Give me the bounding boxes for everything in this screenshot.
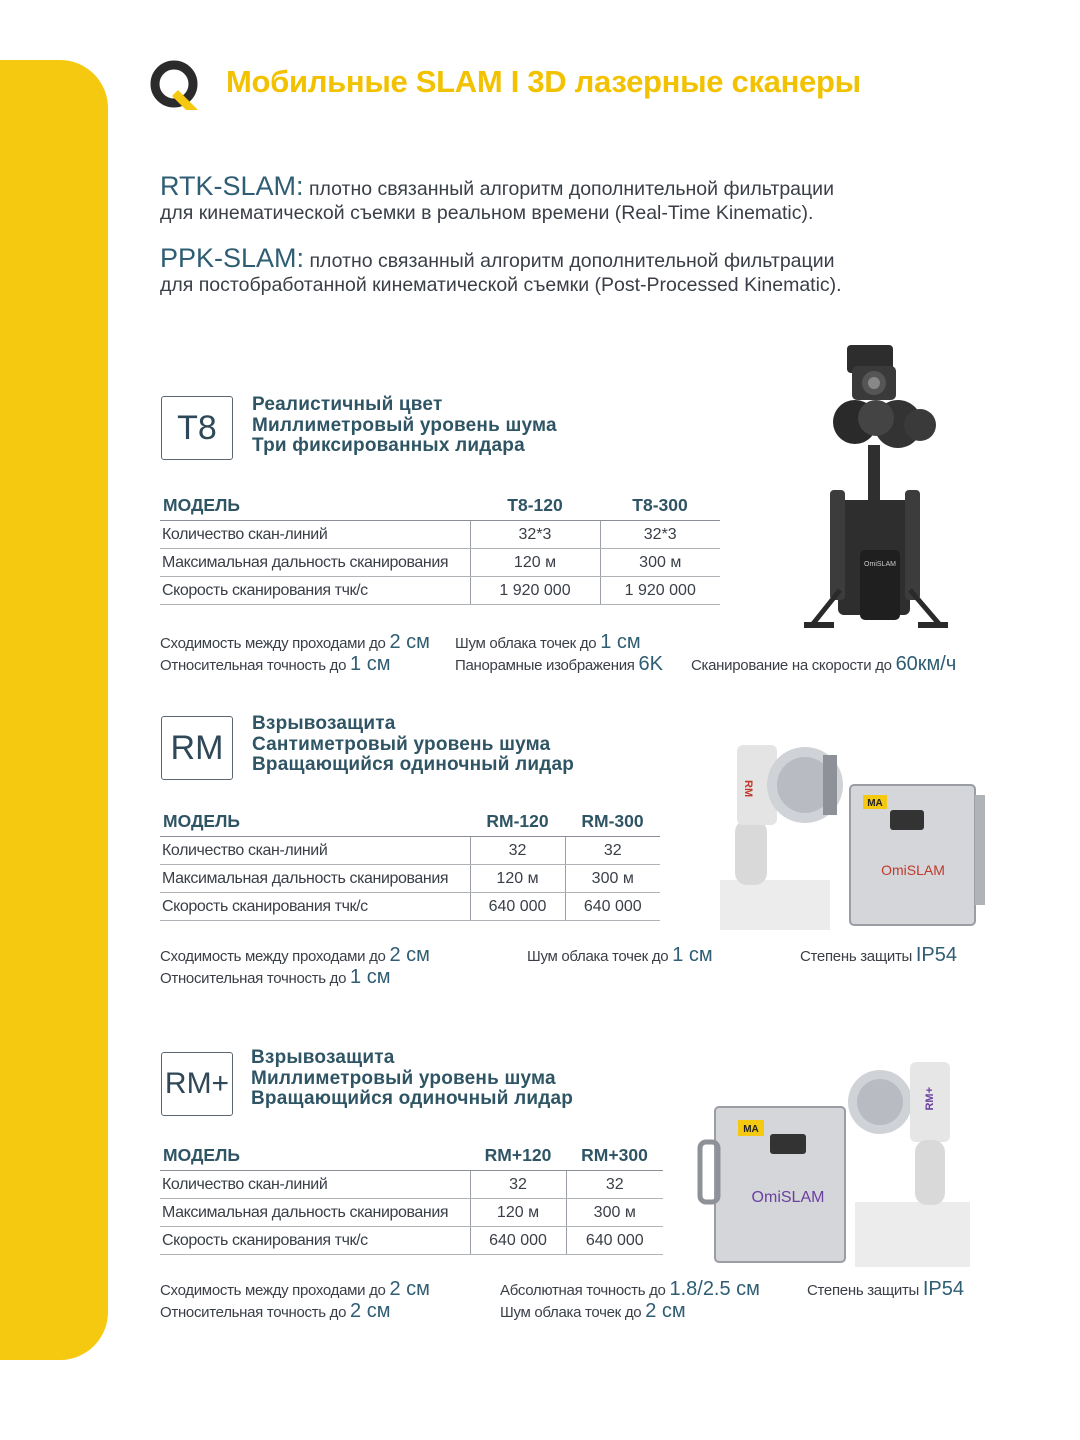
- table-cell: 32: [566, 1171, 663, 1199]
- features-rm-plus: [251, 1048, 573, 1110]
- note-label: Сканирование на скорости до: [691, 657, 896, 674]
- table-header-row: [160, 1140, 663, 1171]
- table-row: [160, 837, 660, 865]
- note-label: Шум облака точек до: [500, 1304, 646, 1321]
- note-absolute-accuracy: [500, 1278, 760, 1301]
- note-noise: [527, 944, 713, 967]
- feature-item: Миллиметровый уровень шума: [251, 1067, 556, 1089]
- note-convergence: [160, 631, 430, 654]
- note-label: Относительная точность до: [160, 970, 351, 987]
- table-cell: Максимальная дальность сканирования: [160, 1199, 470, 1227]
- note-label: Степень защиты: [800, 948, 916, 965]
- brand-label: OmiSLAM: [881, 862, 945, 878]
- note-label: Сходимость между проходами до: [160, 635, 390, 652]
- feature-item: Реалистичный цвет: [252, 394, 443, 415]
- note-value: 2 см: [350, 1300, 391, 1322]
- model-badge-rm: RM: [161, 716, 233, 780]
- note-relative-accuracy: [160, 653, 390, 676]
- table-cell: Максимальная дальность сканирования: [160, 549, 470, 577]
- note-label: Абсолютная точность до: [500, 1282, 670, 1299]
- note-relative-accuracy: [160, 1300, 390, 1323]
- intro-rtk: [160, 171, 834, 225]
- model-badge-rm-plus: RM+: [161, 1052, 233, 1116]
- box-label: MA: [867, 798, 883, 809]
- table-cell: 640 000: [470, 1227, 566, 1255]
- table-row: [160, 1171, 663, 1199]
- page-title: Мобильные SLAM I 3D лазерные сканеры: [226, 64, 861, 99]
- t8-scanner-image: [800, 340, 950, 640]
- table-row: [160, 549, 720, 577]
- note-convergence: [160, 1278, 430, 1301]
- intro-ppk: [160, 243, 842, 297]
- intro-text: для кинематической съемки в реальном времени (Real-Time Kinematic).: [160, 202, 814, 224]
- note-label: Шум облака точек до: [527, 948, 673, 965]
- spec-table-rm: [160, 806, 660, 921]
- intro-text: плотно связанный алгоритм дополнительной фильтрации: [303, 178, 834, 200]
- note-panorama: [455, 653, 663, 676]
- note-speed: [691, 653, 956, 676]
- table-cell: 1 920 000: [470, 577, 600, 605]
- table-row: [160, 1199, 663, 1227]
- handle-label: RM+: [924, 1087, 936, 1111]
- spec-table-t8: [160, 490, 720, 605]
- table-cell: 32: [565, 837, 660, 865]
- note-label: Сходимость между проходами до: [160, 1282, 390, 1299]
- table-row: [160, 893, 660, 921]
- note-label: Шум облака точек до: [455, 635, 601, 652]
- note-value: IP54: [915, 944, 958, 966]
- features-rm: [252, 714, 574, 776]
- feature-item: Вращающийся одиночный лидар: [252, 754, 575, 775]
- intro-term: RTK-SLAM:: [160, 171, 304, 201]
- feature-item: Три фиксированных лидара: [252, 435, 525, 456]
- note-value: 1 см: [672, 944, 713, 966]
- note-noise: [455, 631, 641, 654]
- table-cell: 32: [470, 837, 565, 865]
- note-label: Степень защиты: [807, 1282, 923, 1299]
- note-value: 1 см: [600, 631, 641, 653]
- table-row: [160, 521, 720, 549]
- table-header: МОДЕЛЬ: [160, 1140, 470, 1171]
- note-value: 1 см: [350, 653, 391, 675]
- note-value: 2 см: [389, 1278, 430, 1300]
- note-protection: [800, 944, 957, 967]
- table-header: RM-300: [565, 806, 660, 837]
- table-header: RM+300: [566, 1140, 663, 1171]
- table-header: RM+120: [470, 1140, 566, 1171]
- note-value: 1.8/2.5 см: [669, 1278, 760, 1300]
- table-cell: 300 м: [566, 1199, 663, 1227]
- table-cell: Скорость сканирования тчк/с: [160, 893, 470, 921]
- table-header: МОДЕЛЬ: [160, 806, 470, 837]
- note-value: 1 см: [350, 966, 391, 988]
- intro-term: PPK-SLAM:: [160, 243, 305, 273]
- table-cell: Максимальная дальность сканирования: [160, 865, 470, 893]
- table-cell: 32: [470, 1171, 566, 1199]
- table-cell: Скорость сканирования тчк/с: [160, 1227, 470, 1255]
- rm-plus-scanner-image: [690, 1062, 980, 1272]
- feature-item: Взрывозащита: [251, 1047, 395, 1068]
- table-cell: Количество скан-линий: [160, 521, 470, 549]
- table-row: [160, 1227, 663, 1255]
- table-cell: 640 000: [565, 893, 660, 921]
- table-cell: 640 000: [566, 1227, 663, 1255]
- intro-text: для постобработанной кинематической съемки (Post-Processed Kinematic).: [160, 274, 842, 296]
- table-row: [160, 865, 660, 893]
- note-value: 2 см: [645, 1300, 686, 1322]
- table-cell: Количество скан-линий: [160, 837, 470, 865]
- feature-item: Взрывозащита: [252, 713, 396, 734]
- box-label: MA: [743, 1124, 759, 1135]
- features-t8: [252, 395, 557, 457]
- table-cell: 120 м: [470, 865, 565, 893]
- note-value: IP54: [922, 1278, 965, 1300]
- note-relative-accuracy: [160, 966, 390, 989]
- model-badge-t8: T8: [161, 396, 233, 460]
- table-cell: 640 000: [470, 893, 565, 921]
- note-label: Относительная точность до: [160, 657, 351, 674]
- note-value: 2 см: [389, 631, 430, 653]
- note-label: Панорамные изображения: [455, 657, 639, 674]
- company-logo: [150, 60, 202, 112]
- yellow-side-bar: [0, 60, 108, 1360]
- note-noise: [500, 1300, 686, 1323]
- note-value: 60км/ч: [895, 653, 957, 675]
- table-cell: Количество скан-линий: [160, 1171, 470, 1199]
- table-header-row: [160, 490, 720, 521]
- table-header-row: [160, 806, 660, 837]
- table-header: МОДЕЛЬ: [160, 490, 470, 521]
- note-protection: [807, 1278, 964, 1301]
- svg-text:OmiSLAM: OmiSLAM: [864, 561, 896, 568]
- intro-text: плотно связанный алгоритм дополнительной фильтрации: [304, 250, 835, 272]
- note-convergence: [160, 944, 430, 967]
- table-cell: 120 м: [470, 1199, 566, 1227]
- feature-item: Сантиметровый уровень шума: [252, 733, 551, 755]
- table-cell: 300 м: [565, 865, 660, 893]
- table-row: [160, 577, 720, 605]
- table-cell: 120 м: [470, 549, 600, 577]
- table-cell: 300 м: [600, 549, 720, 577]
- rm-scanner-image: [715, 735, 1030, 935]
- table-cell: Скорость сканирования тчк/с: [160, 577, 470, 605]
- table-header: T8-120: [470, 490, 600, 521]
- feature-item: Миллиметровый уровень шума: [252, 414, 557, 436]
- table-cell: 1 920 000: [600, 577, 720, 605]
- table-cell: 32*3: [600, 521, 720, 549]
- table-header: RM-120: [470, 806, 565, 837]
- note-label: Сходимость между проходами до: [160, 948, 390, 965]
- feature-item: Вращающийся одиночный лидар: [251, 1088, 574, 1109]
- spec-table-rm-plus: [160, 1140, 663, 1255]
- brand-label: OmiSLAM: [751, 1189, 825, 1206]
- table-cell: 32*3: [470, 521, 600, 549]
- handle-label: RM: [742, 780, 754, 798]
- table-header: T8-300: [600, 490, 720, 521]
- note-label: Относительная точность до: [160, 1304, 351, 1321]
- note-value: 6K: [638, 653, 663, 675]
- note-value: 2 см: [389, 944, 430, 966]
